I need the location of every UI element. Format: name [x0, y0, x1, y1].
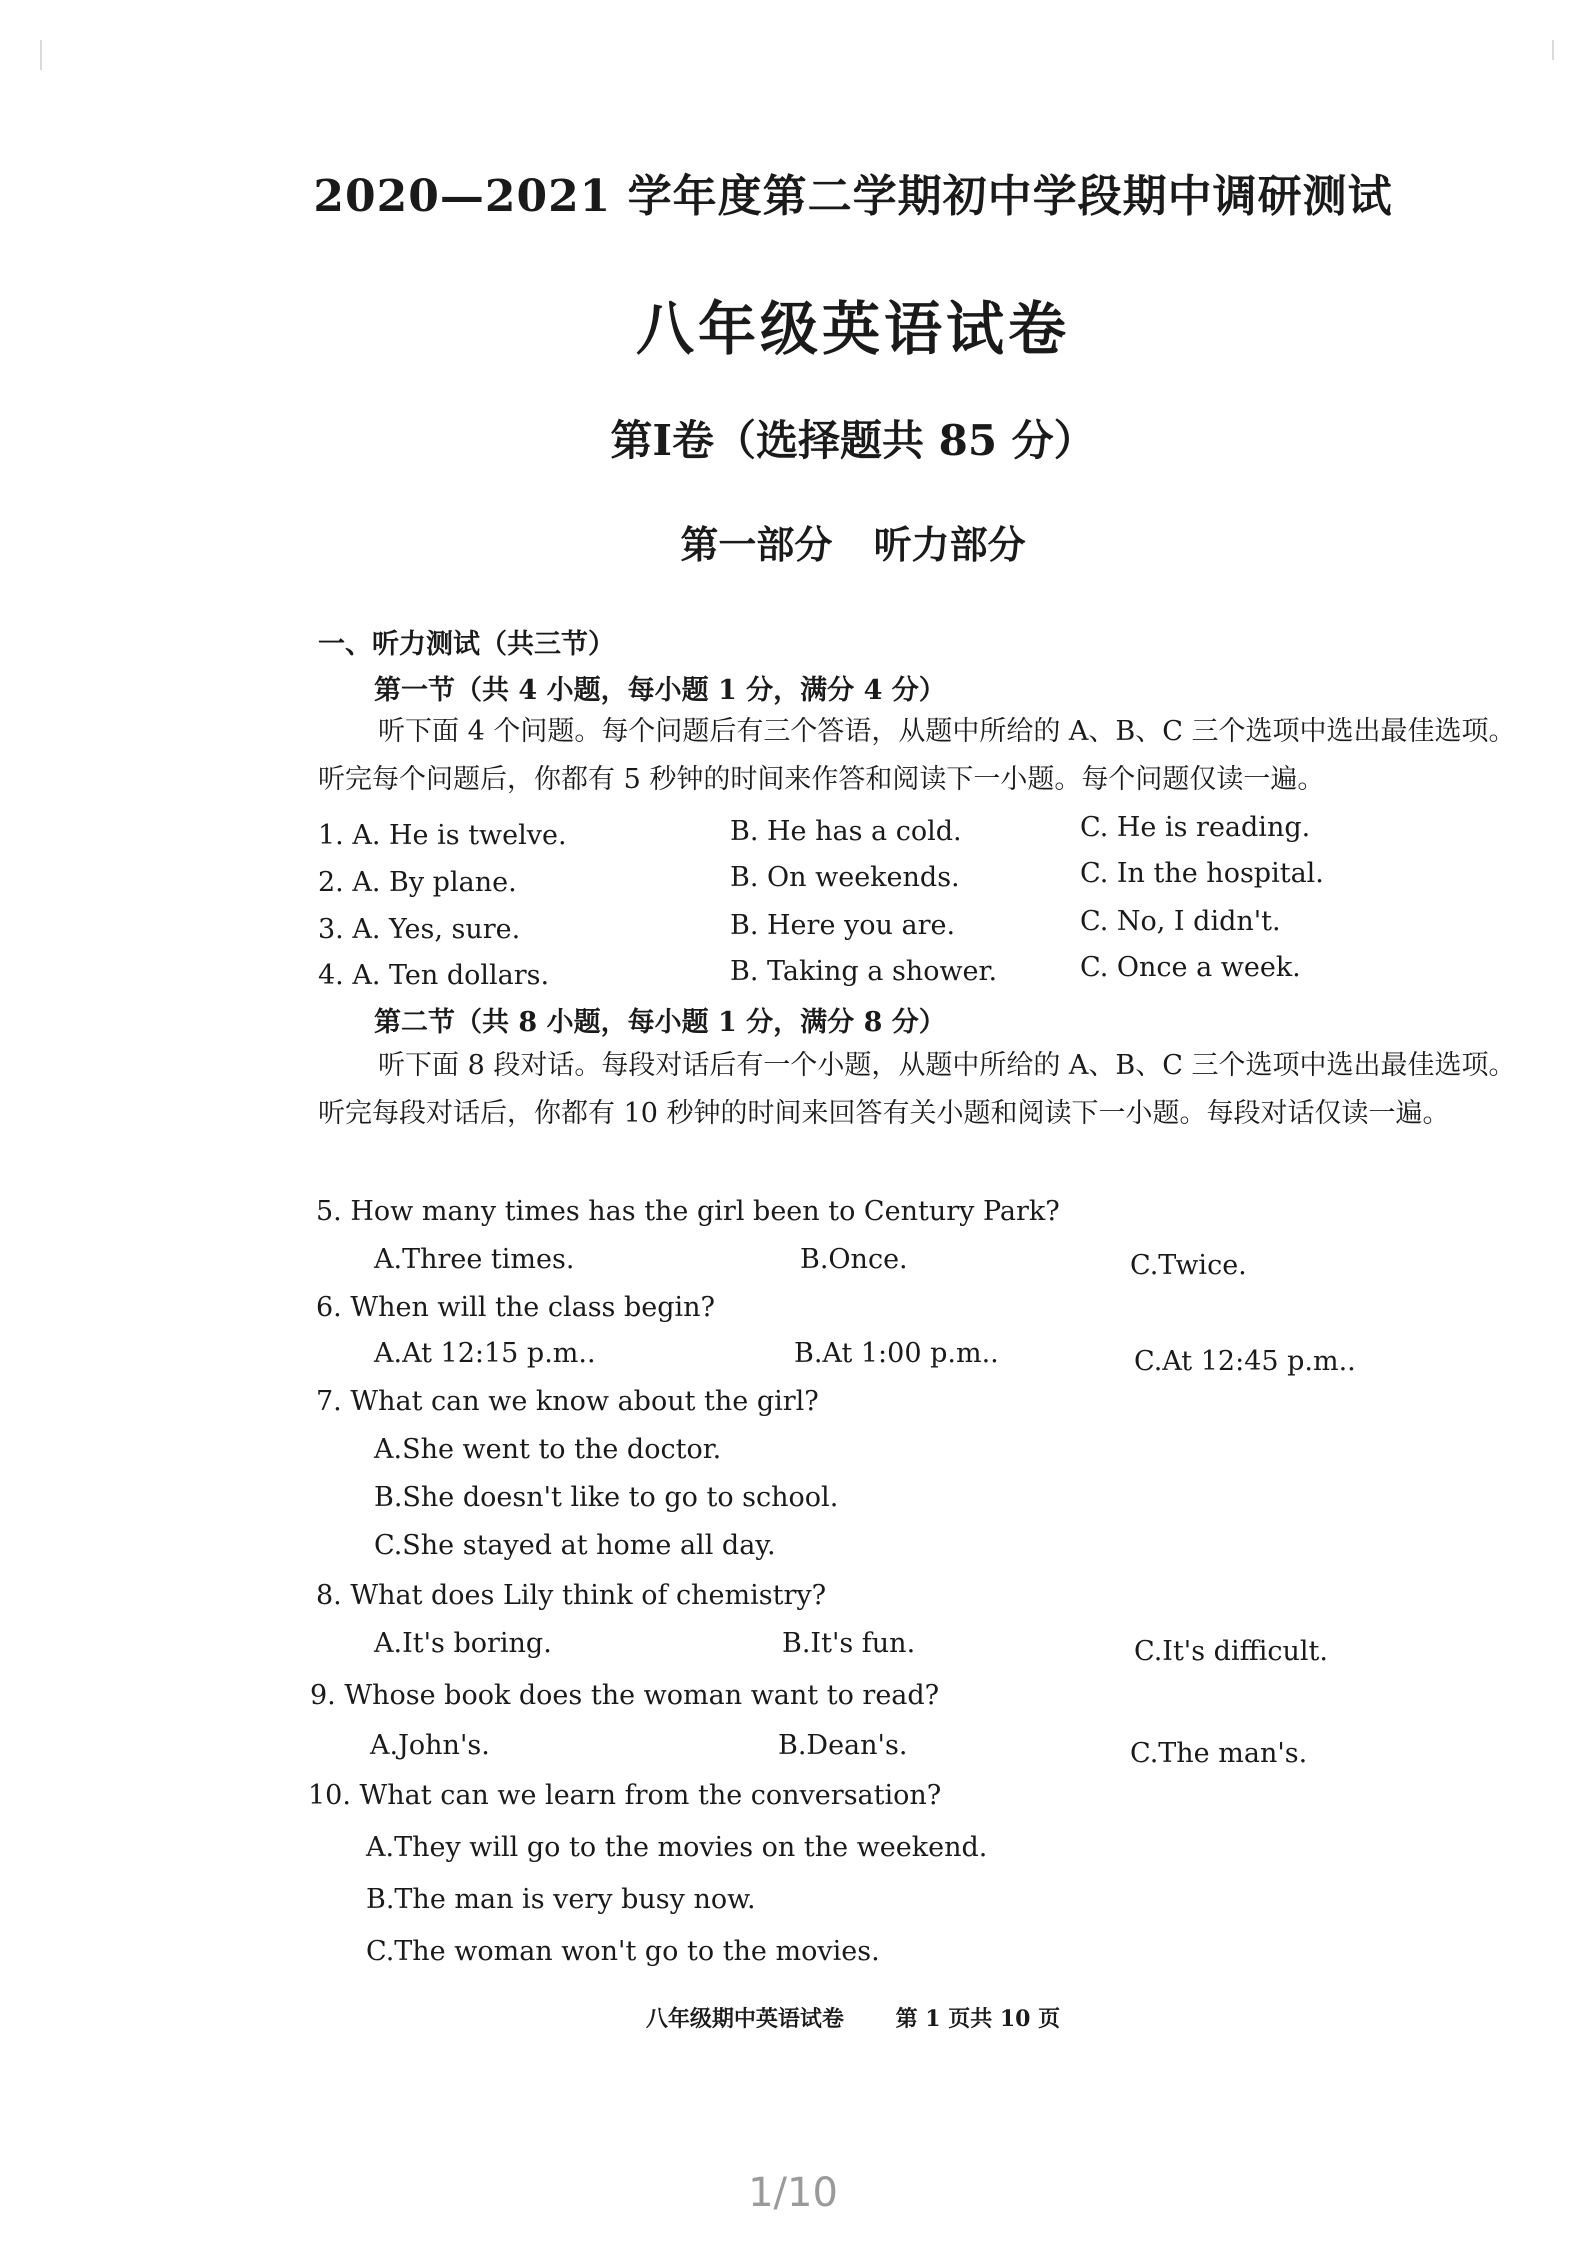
- q9-option-c: C.The man's.: [1130, 1738, 1308, 1769]
- q8-option-b: B.It's fun.: [782, 1628, 916, 1659]
- q6-option-a: A.At 12:15 p.m..: [374, 1338, 596, 1369]
- q1-option-c: C. He is reading.: [1080, 812, 1311, 843]
- q4-option-b: B. Taking a shower.: [730, 956, 998, 987]
- q4-option-a: 4. A. Ten dollars.: [318, 960, 550, 991]
- q8-option-c: C.It's difficult.: [1134, 1636, 1328, 1667]
- q3-option-b: B. Here you are.: [730, 910, 956, 941]
- footer-exam-name: 八年级期中英语试卷: [645, 2006, 844, 2032]
- section2-subheading: 第二节（共 8 小题，每小题 1 分，满分 8 分）: [374, 1007, 946, 1038]
- q7-stem: 7. What can we know about the girl?: [316, 1386, 819, 1417]
- q10-stem: 10. What can we learn from the conversation?: [308, 1780, 942, 1811]
- q8-stem: 8. What does Lily think of chemistry?: [316, 1580, 827, 1611]
- q9-option-a: A.John's.: [370, 1730, 490, 1761]
- q3-option-a: 3. A. Yes, sure.: [318, 914, 521, 945]
- q3-option-c: C. No, I didn't.: [1080, 906, 1281, 937]
- q7-option-a: A.She went to the doctor.: [374, 1434, 722, 1465]
- section-heading: 一、听力测试（共三节）: [318, 629, 615, 660]
- section2-instructions: 听下面 8 段对话。每段对话后有一个小题，从题中所给的 A、B、C 三个选项中选出最佳选项。听完每段对话后，你都有 10 秒钟的时间来回答有关小题和阅读下一小题。每段对话仅读一遍。: [318, 1050, 1516, 1129]
- q10-option-c: C.The woman won't go to the movies.: [366, 1936, 880, 1967]
- q6-option-c: C.At 12:45 p.m..: [1134, 1346, 1356, 1377]
- q5-option-c: C.Twice.: [1130, 1250, 1247, 1281]
- q2-option-a: 2. A. By plane.: [318, 867, 517, 898]
- page-indicator: 1/10: [748, 2170, 838, 2216]
- q6-option-b: B.At 1:00 p.m..: [794, 1338, 999, 1369]
- part-heading: 第一部分 听力部分: [680, 522, 1026, 567]
- q9-stem: 9. Whose book does the woman want to read?: [310, 1680, 940, 1711]
- q4-option-c: C. Once a week.: [1080, 952, 1301, 983]
- section1-instructions: 听下面 4 个问题。每个问题后有三个答语，从题中所给的 A、B、C 三个选项中选出最佳选项。听完每个问题后，你都有 5 秒钟的时间来作答和阅读下一小题。每个问题仅读一遍。: [318, 716, 1516, 795]
- volume-heading: 第Ⅰ卷（选择题共 85 分）: [610, 416, 1096, 465]
- exam-title: 2020—2021 学年度第二学期初中学段期中调研测试: [313, 171, 1393, 222]
- q1-option-b: B. He has a cold.: [730, 816, 962, 847]
- q5-stem: 5. How many times has the girl been to Century Park?: [316, 1196, 1060, 1227]
- scan-edge-left: [40, 40, 42, 70]
- page-footer: [0, 2002, 1586, 2033]
- q2-option-c: C. In the hospital.: [1080, 858, 1324, 889]
- q10-option-b: B.The man is very busy now.: [366, 1884, 756, 1915]
- q2-option-b: B. On weekends.: [730, 862, 960, 893]
- footer-page-count: 第 1 页共 10 页: [895, 2006, 1061, 2032]
- scan-edge-right: [1552, 40, 1554, 60]
- q8-option-a: A.It's boring.: [374, 1628, 552, 1659]
- exam-subject: 八年级英语试卷: [635, 295, 1070, 363]
- q7-option-b: B.She doesn't like to go to school.: [374, 1482, 839, 1513]
- q1-option-a: 1. A. He is twelve.: [318, 820, 567, 851]
- q5-option-a: A.Three times.: [374, 1244, 575, 1275]
- q7-option-c: C.She stayed at home all day.: [374, 1530, 776, 1561]
- q6-stem: 6. When will the class begin?: [316, 1292, 716, 1323]
- section1-subheading: 第一节（共 4 小题，每小题 1 分，满分 4 分）: [374, 675, 946, 706]
- q5-option-b: B.Once.: [800, 1244, 908, 1275]
- q9-option-b: B.Dean's.: [778, 1730, 908, 1761]
- q10-option-a: A.They will go to the movies on the weekend.: [366, 1832, 988, 1863]
